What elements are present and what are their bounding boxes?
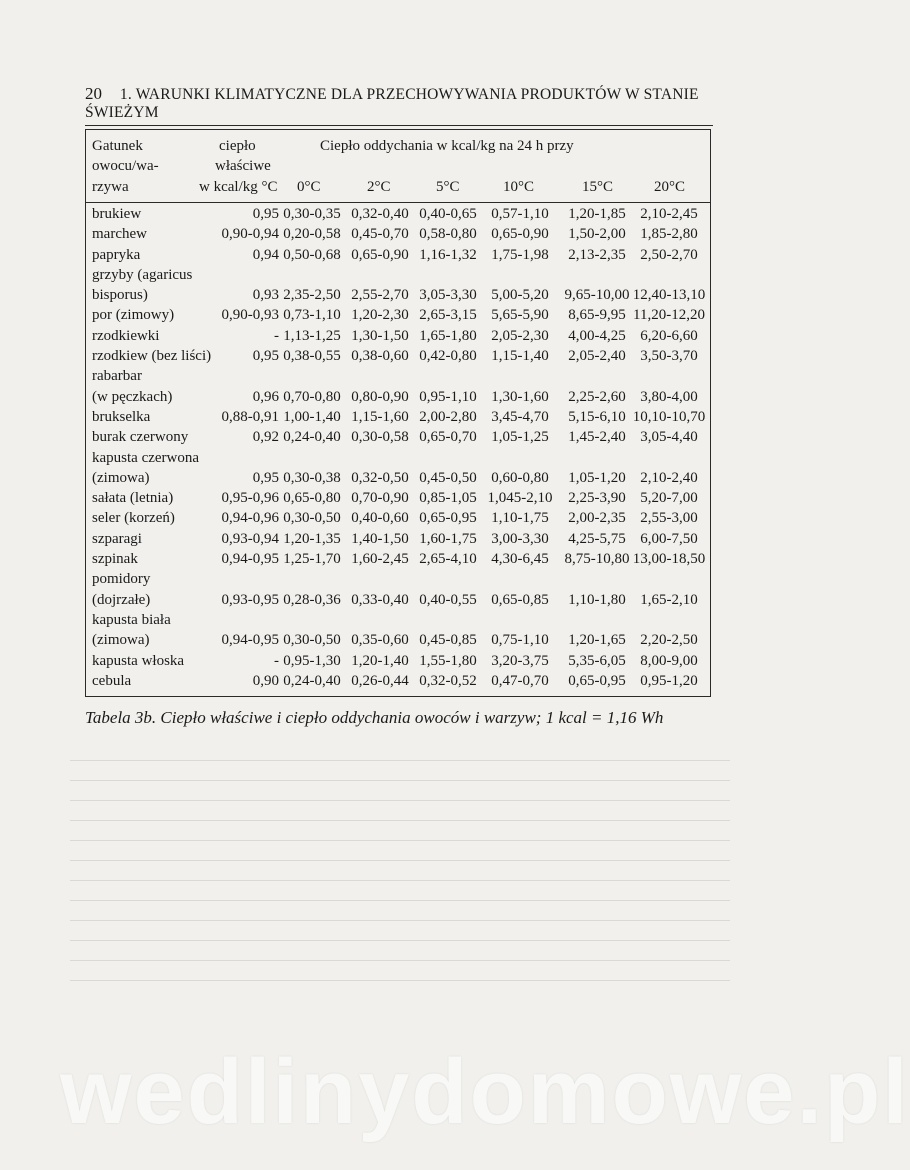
table-header bbox=[86, 130, 710, 203]
respiration-cell: 13,00-18,50 bbox=[632, 551, 706, 568]
respiration-cell: 3,00-3,30 bbox=[491, 530, 549, 547]
respiration-cell: 0,73-1,10 bbox=[283, 307, 341, 324]
row-name: grzyby (agaricus bbox=[92, 266, 193, 283]
table-row bbox=[86, 612, 710, 632]
table-row bbox=[86, 470, 710, 490]
respiration-cell: 1,20-1,85 bbox=[568, 206, 626, 222]
respiration-cell: 0,42-0,80 bbox=[419, 348, 477, 365]
respiration-cell: 1,00-1,40 bbox=[283, 408, 341, 425]
respiration-cell: 1,65-1,80 bbox=[419, 327, 477, 344]
row-name: (dojrzałe) bbox=[92, 591, 151, 608]
row-name: sałata (letnia) bbox=[92, 490, 174, 507]
table-row bbox=[86, 490, 710, 510]
respiration-cell: 0,58-0,80 bbox=[419, 226, 477, 243]
respiration-cell: 1,85-2,80 bbox=[640, 226, 698, 243]
respiration-cell: 5,35-6,05 bbox=[568, 652, 626, 669]
row-name: bisporus) bbox=[92, 287, 148, 304]
specific-heat-cell: 0,93-0,94 bbox=[221, 530, 279, 547]
header-temp-2: 2°C bbox=[367, 179, 391, 195]
respiration-cell: 1,20-1,35 bbox=[283, 530, 341, 547]
table-row bbox=[86, 429, 710, 449]
respiration-cell: 2,10-2,40 bbox=[640, 469, 698, 486]
respiration-cell: 1,05-1,25 bbox=[491, 429, 549, 446]
respiration-cell: 2,05-2,40 bbox=[568, 348, 626, 365]
respiration-cell: 0,26-0,44 bbox=[351, 672, 409, 689]
table-row bbox=[86, 673, 710, 693]
specific-heat-cell: 0,90 bbox=[252, 672, 279, 689]
respiration-cell: 0,65-0,85 bbox=[491, 591, 549, 608]
row-name: cebula bbox=[92, 672, 132, 689]
respiration-cell: 2,05-2,30 bbox=[491, 327, 549, 344]
respiration-cell: 5,20-7,00 bbox=[640, 490, 698, 507]
table-caption: Tabela 3b. Ciepło właściwe i ciepło oddychania owoców i warzyw; 1 kcal = 1,16 Wh bbox=[85, 708, 664, 727]
respiration-cell: 2,35-2,50 bbox=[283, 287, 341, 304]
respiration-cell: 0,57-1,10 bbox=[491, 206, 549, 222]
table-body bbox=[86, 206, 710, 693]
respiration-cell: 2,10-2,45 bbox=[640, 206, 698, 222]
respiration-cell: 0,24-0,40 bbox=[283, 429, 341, 446]
page-header bbox=[85, 84, 713, 126]
respiration-cell: 0,30-0,50 bbox=[283, 510, 341, 527]
respiration-cell: 0,30-0,50 bbox=[283, 632, 341, 649]
row-name: (zimowa) bbox=[92, 469, 150, 486]
respiration-cell: 3,05-4,40 bbox=[640, 429, 698, 446]
specific-heat-cell: - bbox=[274, 652, 279, 669]
specific-heat-cell: 0,92 bbox=[252, 429, 279, 446]
row-name: rabarbar bbox=[92, 368, 142, 385]
header-species-line3: rzywa bbox=[92, 179, 129, 195]
page-number: 20 bbox=[85, 84, 102, 103]
respiration-cell: 0,45-0,70 bbox=[351, 226, 409, 243]
respiration-cell: 0,38-0,60 bbox=[351, 348, 409, 365]
respiration-cell: 1,30-1,50 bbox=[351, 327, 409, 344]
header-temp-15: 15°C bbox=[582, 179, 614, 195]
respiration-cell: 1,50-2,00 bbox=[568, 226, 626, 243]
row-name: brukselka bbox=[92, 408, 151, 425]
header-specific-heat-line1: ciepło bbox=[219, 138, 256, 154]
table-row bbox=[86, 409, 710, 429]
respiration-cell: 0,95-1,20 bbox=[640, 672, 698, 689]
respiration-cell: 0,20-0,58 bbox=[283, 226, 341, 243]
respiration-cell: 5,65-5,90 bbox=[491, 307, 549, 324]
respiration-cell: 1,75-1,98 bbox=[491, 246, 549, 263]
specific-heat-cell: 0,93-0,95 bbox=[221, 591, 279, 608]
respiration-cell: 1,30-1,60 bbox=[491, 388, 549, 405]
respiration-cell: 1,16-1,32 bbox=[419, 246, 477, 263]
row-name: papryka bbox=[92, 246, 141, 263]
specific-heat-cell: 0,94-0,95 bbox=[221, 632, 279, 649]
header-species-line1: Gatunek bbox=[92, 138, 143, 154]
respiration-cell: 0,45-0,50 bbox=[419, 469, 477, 486]
respiration-cell: 3,50-3,70 bbox=[640, 348, 698, 365]
respiration-cell: 3,45-4,70 bbox=[491, 408, 549, 425]
header-specific-heat-line3: w kcal/kg °C bbox=[199, 179, 278, 195]
respiration-cell: 4,00-4,25 bbox=[568, 327, 626, 344]
respiration-cell: 1,15-1,40 bbox=[491, 348, 549, 365]
respiration-cell: 0,95-1,10 bbox=[419, 388, 477, 405]
header-temp-5: 5°C bbox=[436, 179, 460, 195]
row-name: szparagi bbox=[92, 530, 142, 547]
row-name: (w pęczkach) bbox=[92, 388, 173, 405]
respiration-cell: 0,40-0,65 bbox=[419, 206, 477, 222]
respiration-cell: 1,25-1,70 bbox=[283, 551, 341, 568]
respiration-cell: 1,40-1,50 bbox=[351, 530, 409, 547]
row-name: marchew bbox=[92, 226, 147, 243]
specific-heat-cell: 0,95-0,96 bbox=[221, 490, 279, 507]
respiration-cell: 2,65-3,15 bbox=[419, 307, 477, 324]
table-row bbox=[86, 226, 710, 246]
row-name: szpinak bbox=[92, 551, 138, 568]
row-name: kapusta biała bbox=[92, 611, 171, 628]
respiration-cell: 3,20-3,75 bbox=[491, 652, 549, 669]
row-name: rzodkiewki bbox=[92, 327, 160, 344]
table-row bbox=[86, 368, 710, 388]
respiration-cell: 1,10-1,75 bbox=[491, 510, 549, 527]
table-row bbox=[86, 653, 710, 673]
respiration-cell: 8,00-9,00 bbox=[640, 652, 698, 669]
table-row bbox=[86, 531, 710, 551]
respiration-cell: 0,65-0,80 bbox=[283, 490, 341, 507]
specific-heat-cell: 0,96 bbox=[252, 388, 279, 405]
row-name: seler (korzeń) bbox=[92, 510, 175, 527]
respiration-cell: 0,38-0,55 bbox=[283, 348, 341, 365]
respiration-cell: 2,00-2,80 bbox=[419, 408, 477, 425]
table-row bbox=[86, 287, 710, 307]
respiration-cell: 1,60-2,45 bbox=[351, 551, 409, 568]
respiration-cell: 2,65-4,10 bbox=[419, 551, 477, 568]
respiration-cell: 0,50-0,68 bbox=[283, 246, 341, 263]
respiration-cell: 2,00-2,35 bbox=[568, 510, 626, 527]
data-table bbox=[85, 129, 711, 697]
respiration-cell: 0,65-0,95 bbox=[419, 510, 477, 527]
respiration-cell: 2,20-2,50 bbox=[640, 632, 698, 649]
specific-heat-cell: 0,94-0,96 bbox=[221, 510, 279, 527]
table-row bbox=[86, 389, 710, 409]
respiration-cell: 9,65-10,00 bbox=[564, 287, 630, 304]
specific-heat-cell: 0,95 bbox=[252, 469, 279, 486]
bleed-through-background bbox=[70, 760, 730, 1060]
respiration-cell: 0,30-0,38 bbox=[283, 469, 341, 486]
respiration-cell: 0,60-0,80 bbox=[491, 469, 549, 486]
header-temp-10: 10°C bbox=[503, 179, 535, 195]
specific-heat-cell: 0,94 bbox=[252, 246, 279, 263]
respiration-cell: 6,00-7,50 bbox=[640, 530, 698, 547]
respiration-cell: 2,25-2,60 bbox=[568, 388, 626, 405]
respiration-cell: 2,13-2,35 bbox=[568, 246, 626, 263]
respiration-cell: 5,15-6,10 bbox=[568, 408, 626, 425]
respiration-cell: 6,20-6,60 bbox=[640, 327, 698, 344]
respiration-cell: 2,25-3,90 bbox=[568, 490, 626, 507]
respiration-cell: 0,70-0,80 bbox=[283, 388, 341, 405]
specific-heat-cell: 0,93 bbox=[252, 287, 279, 304]
respiration-cell: 0,40-0,60 bbox=[351, 510, 409, 527]
respiration-cell: 0,32-0,50 bbox=[351, 469, 409, 486]
specific-heat-cell: 0,94-0,95 bbox=[221, 551, 279, 568]
chapter-title: 1. WARUNKI KLIMATYCZNE DLA PRZECHOWYWANIA PRODUKTÓW W STANIE ŚWIEŻYM bbox=[85, 86, 699, 121]
respiration-cell: 1,60-1,75 bbox=[419, 530, 477, 547]
respiration-cell: 11,20-12,20 bbox=[633, 307, 705, 324]
respiration-cell: 0,30-0,35 bbox=[283, 206, 341, 222]
specific-heat-cell: 0,95 bbox=[252, 206, 279, 222]
respiration-cell: 3,80-4,00 bbox=[640, 388, 698, 405]
respiration-cell: 0,28-0,36 bbox=[283, 591, 341, 608]
table-row bbox=[86, 551, 710, 571]
table-row bbox=[86, 247, 710, 267]
header-respiration-group: Ciepło oddychania w kcal/kg na 24 h przy bbox=[320, 138, 574, 154]
watermark: wedlinydomowe.pl bbox=[60, 1041, 910, 1143]
header-temp-20: 20°C bbox=[654, 179, 686, 195]
respiration-cell: 1,15-1,60 bbox=[351, 408, 409, 425]
row-name: (zimowa) bbox=[92, 632, 150, 649]
respiration-cell: 0,95-1,30 bbox=[283, 652, 341, 669]
respiration-cell: 0,32-0,52 bbox=[419, 672, 477, 689]
respiration-cell: 1,65-2,10 bbox=[640, 591, 698, 608]
respiration-cell: 2,50-2,70 bbox=[640, 246, 698, 263]
respiration-cell: 0,35-0,60 bbox=[351, 632, 409, 649]
table-row bbox=[86, 328, 710, 348]
respiration-cell: 1,13-1,25 bbox=[283, 327, 341, 344]
respiration-cell: 12,40-13,10 bbox=[632, 287, 706, 304]
header-species-line2: owocu/wa- bbox=[92, 158, 159, 174]
respiration-cell: 3,05-3,30 bbox=[419, 287, 477, 304]
respiration-cell: 0,30-0,58 bbox=[351, 429, 409, 446]
respiration-cell: 8,65-9,95 bbox=[568, 307, 626, 324]
respiration-cell: 0,65-0,90 bbox=[351, 246, 409, 263]
header-specific-heat-line2: właściwe bbox=[215, 158, 271, 174]
row-name: burak czerwony bbox=[92, 429, 189, 446]
respiration-cell: 10,10-10,70 bbox=[632, 408, 706, 425]
respiration-cell: 5,00-5,20 bbox=[491, 287, 549, 304]
specific-heat-cell: 0,90-0,94 bbox=[221, 226, 279, 243]
respiration-cell: 0,47-0,70 bbox=[491, 672, 549, 689]
respiration-cell: 0,32-0,40 bbox=[351, 206, 409, 222]
respiration-cell: 0,65-0,70 bbox=[419, 429, 477, 446]
respiration-cell: 0,75-1,10 bbox=[491, 632, 549, 649]
respiration-cell: 0,65-0,95 bbox=[568, 672, 626, 689]
respiration-cell: 1,20-1,65 bbox=[568, 632, 626, 649]
row-name: por (zimowy) bbox=[92, 307, 175, 324]
row-name: pomidory bbox=[92, 571, 151, 588]
specific-heat-cell: - bbox=[274, 327, 279, 344]
respiration-cell: 1,10-1,80 bbox=[568, 591, 626, 608]
respiration-cell: 0,33-0,40 bbox=[351, 591, 409, 608]
row-name: rzodkiew (bez liści) bbox=[92, 348, 212, 365]
respiration-cell: 0,80-0,90 bbox=[351, 388, 409, 405]
specific-heat-cell: 0,88-0,91 bbox=[221, 408, 279, 425]
table-row bbox=[86, 348, 710, 368]
row-name: brukiew bbox=[92, 206, 142, 222]
table-row bbox=[86, 510, 710, 530]
respiration-cell: 0,45-0,85 bbox=[419, 632, 477, 649]
respiration-cell: 2,55-2,70 bbox=[351, 287, 409, 304]
header-temp-0: 0°C bbox=[297, 179, 321, 195]
respiration-cell: 4,25-5,75 bbox=[568, 530, 626, 547]
row-name: kapusta czerwona bbox=[92, 449, 200, 466]
table-row bbox=[86, 206, 710, 226]
respiration-cell: 1,55-1,80 bbox=[419, 652, 477, 669]
respiration-cell: 0,40-0,55 bbox=[419, 591, 477, 608]
respiration-cell: 1,045-2,10 bbox=[487, 490, 553, 507]
respiration-cell: 0,65-0,90 bbox=[491, 226, 549, 243]
respiration-cell: 8,75-10,80 bbox=[564, 551, 630, 568]
table-row bbox=[86, 307, 710, 327]
specific-heat-cell: 0,90-0,93 bbox=[221, 307, 279, 324]
respiration-cell: 1,05-1,20 bbox=[568, 469, 626, 486]
respiration-cell: 1,20-2,30 bbox=[351, 307, 409, 324]
respiration-cell: 4,30-6,45 bbox=[491, 551, 549, 568]
table-row bbox=[86, 592, 710, 612]
table-row bbox=[86, 450, 710, 470]
respiration-cell: 2,55-3,00 bbox=[640, 510, 698, 527]
respiration-cell: 0,24-0,40 bbox=[283, 672, 341, 689]
respiration-cell: 0,70-0,90 bbox=[351, 490, 409, 507]
row-name: kapusta włoska bbox=[92, 652, 185, 669]
specific-heat-cell: 0,95 bbox=[252, 348, 279, 365]
table-row bbox=[86, 571, 710, 591]
table-row bbox=[86, 267, 710, 287]
respiration-cell: 1,45-2,40 bbox=[568, 429, 626, 446]
respiration-cell: 1,20-1,40 bbox=[351, 652, 409, 669]
table-row bbox=[86, 632, 710, 652]
respiration-cell: 0,85-1,05 bbox=[419, 490, 477, 507]
